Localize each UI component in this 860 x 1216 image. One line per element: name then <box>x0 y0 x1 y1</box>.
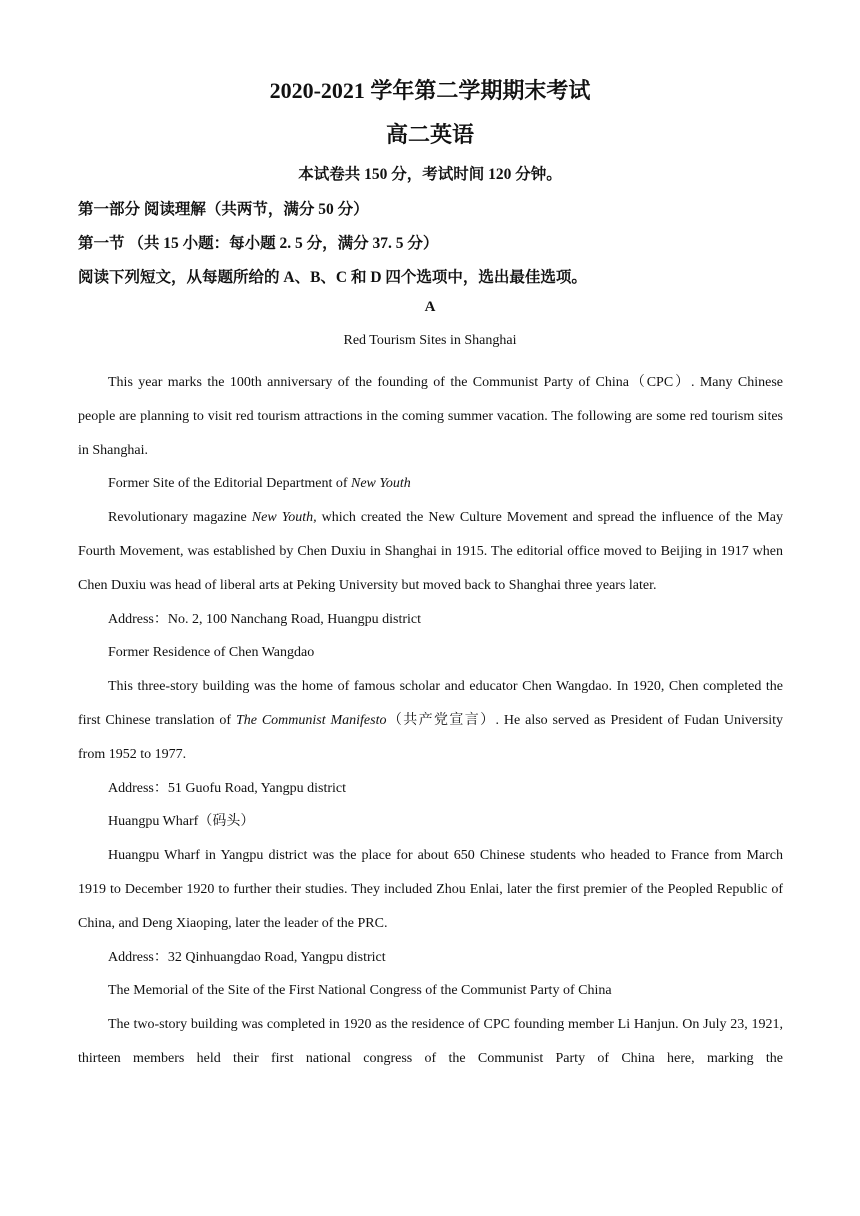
site1-title <box>78 467 783 501</box>
site1-text-prefix: Revolutionary magazine <box>108 510 252 526</box>
passage-body <box>78 366 783 1076</box>
site3-title: Huangpu Wharf（码头） <box>108 814 255 830</box>
site3-text: Huangpu Wharf in Yangpu district was the place for about 650 Chinese students who headed to France from March 1919 to December 1920 to further their studies. They included Zhou Enlai, later the first premier of the Peopled Republic of China, and Deng Xiaoping, later the leader of the PRC. <box>78 848 783 931</box>
site2-text <box>78 670 783 771</box>
site1-title-italic: New Youth <box>351 476 411 492</box>
passage-label: A <box>424 299 436 315</box>
site4-title: The Memorial of the Site of the First National Congress of the Communist Party of China <box>108 983 612 999</box>
site3-address: Address：32 Qinhuangdao Road, Yangpu district <box>108 949 386 965</box>
site2-title: Former Residence of Chen Wangdao <box>108 645 315 661</box>
site4-text: The two-story building was completed in 1920 as the residence of CPC founding member Li Hanjun. On July 23, 1921, thirteen members held their first national congress of the Communist Party of China here, marking the <box>78 1017 783 1066</box>
site1-text <box>78 501 783 602</box>
exam-title: 2020-2021 学年第二学期期末考试 <box>269 78 591 103</box>
instruction-text: 阅读下列短文，从每题所给的 A、B、C 和 D 四个选项中，选出最佳选项。 <box>78 269 587 286</box>
part-heading: 第一部分 阅读理解（共两节，满分 50 分） <box>78 201 369 218</box>
intro-paragraph: This year marks the 100th anniversary of the founding of the Communist Party of China（CPC）. Many Chinese people are planning to visit red tourism attractions in the coming summer vacation. The following are some red tourism sites in Shanghai. <box>78 375 783 458</box>
site2-address: Address：51 Guofu Road, Yangpu district <box>108 780 346 796</box>
site1-address: Address：No. 2, 100 Nanchang Road, Huangpu district <box>108 611 422 627</box>
site1-title-prefix: Former Site of the Editorial Department of <box>108 476 351 492</box>
section-heading: 第一节 （共 15 小题：每小题 2. 5 分，满分 37. 5 分） <box>78 235 439 252</box>
site2-text-prefix: This three-story building was the home of famous scholar and educator Chen Wangdao. In 1920, Chen completed the first Chinese translation of <box>78 679 783 728</box>
subject-title: 高二英语 <box>385 122 474 147</box>
site1-text-rest: which created the New Culture Movement and spread the influence of the May Fourth Movement, was established by Chen Duxiu in Shanghai in 1915. The editorial office moved to Beijing in 1917 when Chen Duxiu was head of liberal arts at Peking University but moved back to Shanghai three years later. <box>78 510 784 593</box>
site2-text-rest: （共产党宣言）. He also served as President of Fudan University from 1952 to 1977. <box>78 712 783 762</box>
site2-text-italic: The Communist Manifesto <box>235 712 387 728</box>
site1-text-italic: New Youth, <box>251 510 317 526</box>
passage-title: Red Tourism Sites in Shanghai <box>343 333 517 348</box>
exam-info: 本试卷共 150 分，考试时间 120 分钟。 <box>298 166 562 183</box>
